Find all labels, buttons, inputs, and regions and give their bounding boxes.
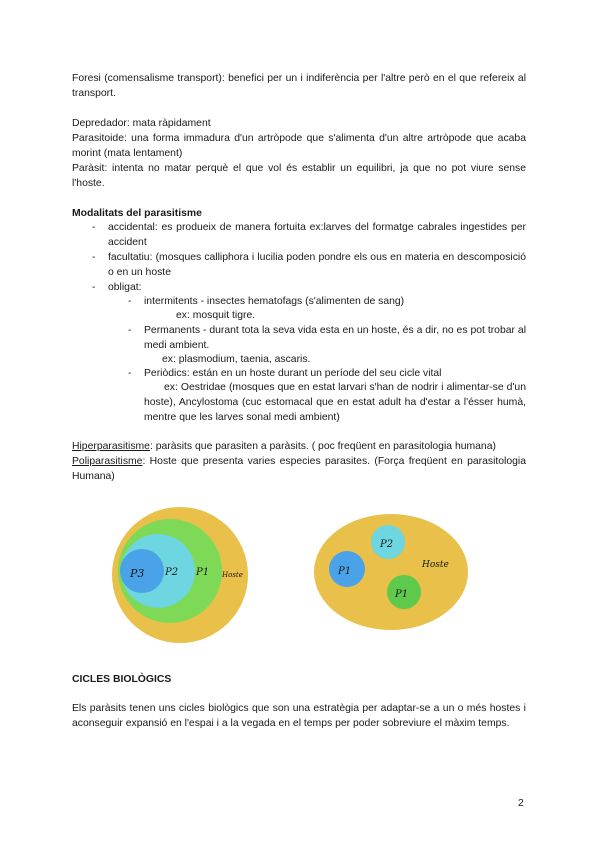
poliparasitisme-definition: : Hoste que presenta varies especies parasites. (Força freqüent en parasitologia Humana) xyxy=(72,456,526,482)
hiperparasitisme-diagram xyxy=(110,505,250,645)
hiperparasitisme-term: Hiperparasitisme xyxy=(72,441,150,452)
hiperparasitisme-paragraph xyxy=(72,439,526,454)
intermitents-item: intermitents - insectes hematofags (s'alimenten de sang) xyxy=(144,296,405,307)
foresi-paragraph: Foresi (comensalisme transport): benefici per un i indiferència per l'altre però en el que refereix al transport. xyxy=(72,73,526,99)
sub-bullet-dash: - xyxy=(128,325,132,336)
intermitents-example: ex: mosquit tigre. xyxy=(176,310,256,321)
p2-label: P2 xyxy=(165,567,179,578)
p1-green-label: P1 xyxy=(395,589,409,600)
depredador-line: Depredador: mata ràpidament xyxy=(72,118,211,129)
periodics-item: Periòdics: están en un hoste durant un període del seu cicle vital xyxy=(144,368,442,379)
periodics-example: ex: Oestridae (mosques que en estat larvari s'han de nodrir i alimentar-se d'un hoste), Ancylostoma (cuc estomacal que en estat adult ha d'estar a l'ésser humà, mentre que les larves sonal medi ambient) xyxy=(144,382,526,423)
modalitats-heading: Modalitats del parasitisme xyxy=(72,208,202,219)
sub-bullet-dash: - xyxy=(128,368,132,379)
accidental-item: accidental: es produeix de manera fortuita ex:larves del formatge cabrales ingestides per accident xyxy=(108,222,526,248)
poliparasitisme-term: Poliparasitisme xyxy=(72,456,143,467)
page-number: 2 xyxy=(518,798,524,809)
bullet-dash: - xyxy=(92,282,96,293)
p3-label: P3 xyxy=(130,567,145,580)
cicles-heading: CICLES BIOLÒGICS xyxy=(72,674,172,685)
hiperparasitisme-definition: : paràsits que parasiten a paràsits. ( poc freqüent en parasitologia humana) xyxy=(149,441,496,452)
poliparasitisme-diagram xyxy=(312,512,470,632)
obligat-item: obligat: xyxy=(108,282,142,293)
cicles-paragraph: Els paràsits tenen uns cicles biològics que son una estratègia per adaptar-se a un o més hostes i aconseguir expansió en l'espai i a la vegada en el temps per poder sobreviure el màxim temps. xyxy=(72,703,526,729)
parasit-paragraph: Paràsit: intenta no matar perquè el que vol és establir un equilibri, ja que no pot viure sense l'hoste. xyxy=(72,163,526,189)
bullet-dash: - xyxy=(92,222,96,233)
p2-label: P2 xyxy=(380,539,394,550)
permanents-item: Permanents - durant tota la seva vida esta en un hoste, és a dir, no es pot trobar al medi ambient. xyxy=(144,325,526,351)
p1-label: P1 xyxy=(338,566,352,577)
p1-label: P1 xyxy=(196,567,210,578)
bullet-dash: - xyxy=(92,252,96,263)
permanents-example: ex: plasmodium, taenia, ascaris. xyxy=(162,354,311,365)
sub-bullet-dash: - xyxy=(128,296,132,307)
facultatiu-item: facultatiu: (mosques calliphora i lucilia poden pondre els ous en materia en descomposició o en un hoste xyxy=(108,252,526,278)
parasitoide-paragraph: Parasitoide: una forma immadura d'un artròpode que s'alimenta d'un altre artròpode que acaba morint (mata lentament) xyxy=(72,133,526,159)
host-label: Hoste xyxy=(222,571,243,579)
host-label: Hoste xyxy=(422,560,449,570)
poliparasitisme-paragraph xyxy=(72,454,526,484)
